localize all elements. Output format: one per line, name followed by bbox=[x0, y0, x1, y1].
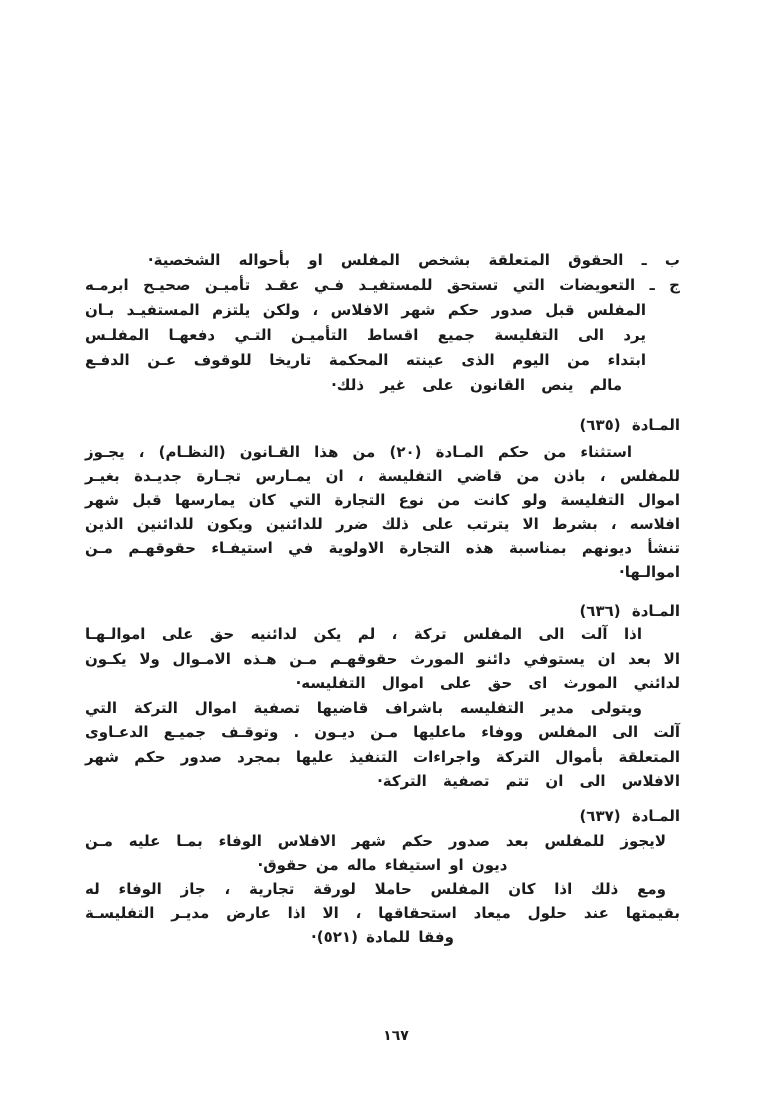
article-635-title: المـادة (٦٣٥) bbox=[579, 416, 680, 434]
article-637-title: المـادة (٦٣٧) bbox=[579, 807, 680, 825]
article-637-p2-line-2: بقيمتها عند حلول ميعاد استحقاقها ، الا اذا عارض مديـر التفليسـة bbox=[85, 904, 680, 922]
article-636-p1-line-3: لدائني المورث اى حق على اموال التفليسه· bbox=[295, 674, 680, 692]
article-635-line-4: افلاسه ، بشرط الا يترتب على ذلك ضرر للدائنين ويكون للدائنين الذين bbox=[85, 515, 680, 533]
page-number: ١٦٧ bbox=[383, 1028, 409, 1044]
article-636-p1-line-2: الا بعد ان يستوفي دائنو المورث حقوقهـم مـن هـذه الامـوال ولا يكـون bbox=[85, 649, 680, 668]
article-637-p2-line-1: ومع ذلك اذا كان المفلس حاملا لورقة تجارية ، جاز الوفاء له bbox=[85, 880, 666, 898]
article-637-p1-line-2: ديون او استيفاء ماله من حقوق· bbox=[257, 856, 508, 874]
article-635-body bbox=[85, 440, 680, 584]
article-636-body bbox=[85, 622, 680, 794]
list-item-j-line-5: مالم ينص القانون على غير ذلك· bbox=[331, 376, 622, 394]
list-item-j-line-1: ج ـ التعويضات التي تستحق للمستفيـد فـي عقـد تأميـن صحيـح ابرمـه bbox=[85, 276, 680, 294]
article-636-p2-line-1: ويتولى مدير التفليسه باشراف قاضيها تصفية اموال التركة التي bbox=[85, 698, 642, 717]
article-635-line-1: استثناء من حكم المـادة (٢٠) من هذا القـانون (النظـام) ، يجـوز bbox=[85, 443, 632, 461]
article-637-p1-line-1: لايجوز للمفلس بعد صدور حكم شهر الافلاس الوفاء بمـا عليه مـن bbox=[85, 832, 666, 850]
article-635-line-3: اموال التفليسة ولو كانت من نوع التجارة التي كان يمارسها قبل شهر bbox=[85, 491, 680, 509]
list-item-j-line-4: ابتداء من اليوم الذى عينته المحكمة تاريخا للوقوف عـن الدفـع bbox=[85, 351, 646, 369]
article-636-p2-line-4: الافلاس الى ان تتم تصفية التركة· bbox=[377, 772, 680, 790]
article-637-p2-line-3: وفقا للمادة (٥٢١)· bbox=[311, 928, 454, 946]
article-636-p2-line-3: المتعلقة بأموال التركة واجراءات التنفيذ عليها بمجرد صدور حكم شهر bbox=[85, 747, 680, 766]
article-635-line-5: تنشأ ديونهم بمناسبة هذه التجارة الاولوية في استيفـاء حقوقهـم مـن bbox=[85, 539, 680, 557]
article-636-title: المـادة (٦٣٦) bbox=[579, 602, 680, 620]
article-635-line-2: للمفلس ، باذن من قاضي التفليسة ، ان يمـارس تجـارة جديـدة بغيـر bbox=[85, 467, 680, 485]
intro-section bbox=[85, 248, 680, 398]
article-636-p2-line-2: آلت الى المفلس ووفاء ماعليها مـن ديـون . وتوقـف جميـع الدعـاوى bbox=[85, 723, 680, 741]
list-item-j-line-3: يرد الى التفليسة جميع اقساط التأميـن التـي دفعهـا المفلـس bbox=[85, 326, 646, 344]
list-item-j-line-2: المفلس قبل صدور حكم شهر الافلاس ، ولكن يلتزم المستفيـد بـان bbox=[85, 301, 646, 319]
article-635-line-6: اموالـها· bbox=[619, 563, 680, 581]
list-item-b: ب ـ الحقوق المتعلقة بشخص المفلس او بأحواله الشخصية· bbox=[147, 251, 680, 269]
article-636-p1-line-1: اذا آلت الى المفلس تركة ، لم يكن لدائنيه حق على اموالـهـا bbox=[85, 625, 642, 643]
article-637-body bbox=[85, 829, 680, 949]
